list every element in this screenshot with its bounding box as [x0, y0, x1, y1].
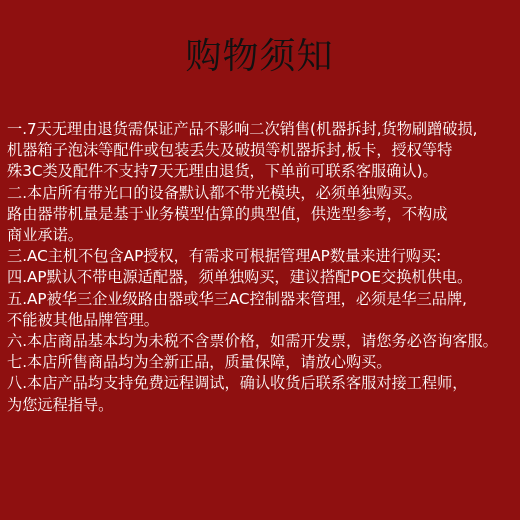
notice-line-11: 六.本店商品基本均为未税不含票价格，如需开发票，请您务必咨询客服。	[7, 332, 498, 351]
notice-line-8: 四.AP默认不带电源适配器，须单独购买，建议搭配POE交换机供电。	[7, 268, 473, 287]
notice-line-6: 商业承诺。	[7, 226, 83, 245]
notice-line-4: 二.本店所有带光口的设备默认都不带光模块，必须单独购买。	[7, 183, 422, 202]
notice-line-5: 路由器带机量是基于业务模型估算的典型值，供选型参考，不构成	[7, 204, 448, 223]
notice-line-9: 五.AP被华三企业级路由器或华三AC控制器来管理，必须是华三品牌,	[7, 289, 467, 308]
notice-line-2: 机器箱子泡沫等配件或包装丢失及破损等机器拆封,板卡，授权等特	[7, 141, 453, 160]
notice-line-3: 殊3C类及配件不支持7天无理由退货，下单前可联系客服确认)。	[7, 162, 438, 181]
notice-line-1: 一.7天无理由退货需保证产品不影响二次销售(机器拆封,货物刷蹭破损,	[7, 120, 478, 138]
notice-body	[7, 119, 512, 416]
notice-line-12: 七.本店所售商品均为全新正品，质量保障，请放心购买。	[7, 353, 392, 372]
page-title: 购物须知	[185, 36, 334, 77]
notice-line-14: 为您远程指导。	[7, 395, 114, 414]
notice-line-13: 八.本店产品均支持免费远程调试，确认收货后联系客服对接工程师，	[7, 374, 468, 393]
notice-line-10: 不能被其他品牌管理。	[7, 310, 159, 329]
notice-line-7: 三.AC主机不包含AP授权，有需求可根据管理AP数量来进行购买:	[7, 247, 442, 266]
